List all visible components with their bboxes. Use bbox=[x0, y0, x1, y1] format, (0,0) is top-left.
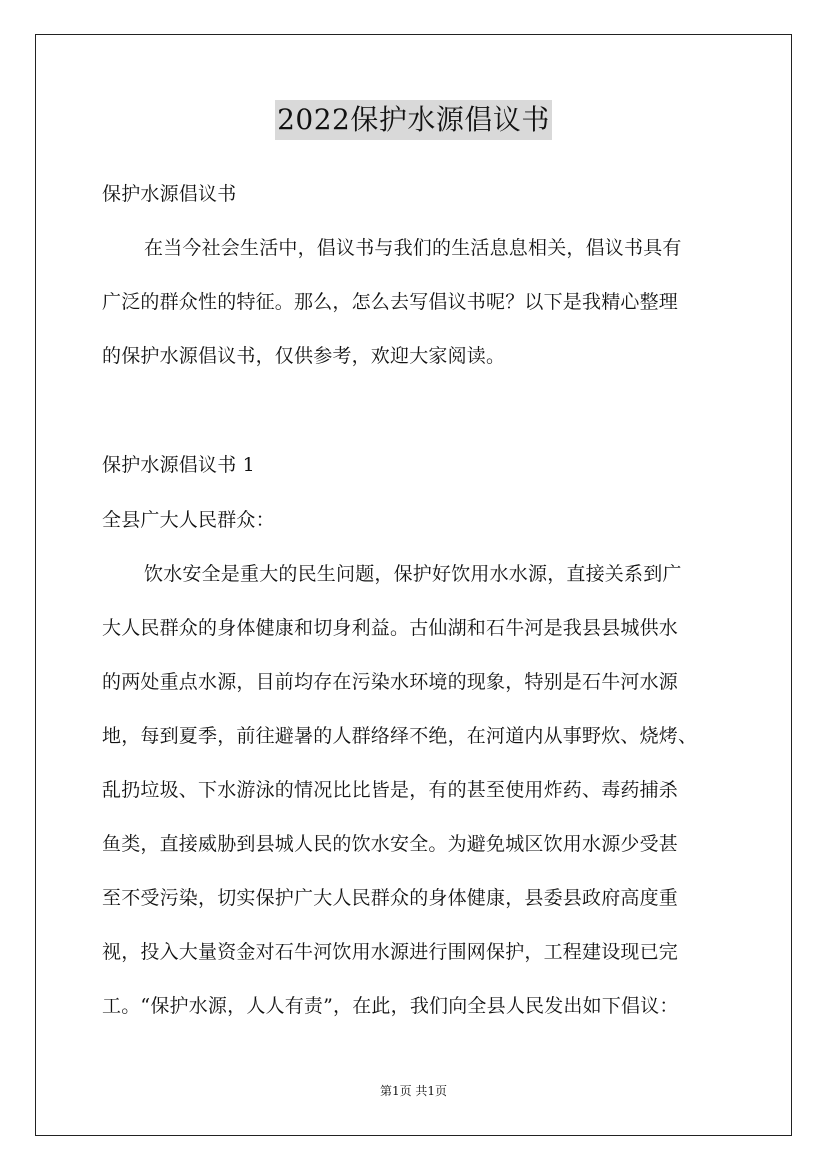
intro-line-3: 的保护水源倡议书，仅供参考，欢迎大家阅读。 bbox=[102, 345, 506, 367]
body-line-2: 大人民群众的身体健康和切身利益。古仙湖和石牛河是我县县城供水 bbox=[102, 617, 679, 639]
section-heading: 保护水源倡议书 1 bbox=[102, 454, 255, 476]
body-line-7: 至不受污染，切实保护广大人民群众的身体健康，县委县政府高度重 bbox=[102, 887, 679, 909]
intro-line-2: 广泛的群众性的特征。那么，怎么去写倡议书呢？以下是我精心整理 bbox=[102, 291, 679, 313]
body-line-5: 乱扔垃圾、下水游泳的情况比比皆是，有的甚至使用炸药、毒药捕杀 bbox=[102, 779, 679, 801]
body-line-6: 鱼类，直接威胁到县城人民的饮水安全。为避免城区饮用水源少受甚 bbox=[102, 833, 679, 855]
document-title: 2022保护水源倡议书 bbox=[275, 100, 552, 140]
intro-line-1: 在当今社会生活中，倡议书与我们的生活息息相关，倡议书具有 bbox=[144, 237, 682, 259]
title-container bbox=[0, 100, 827, 140]
body-line-9: 工。“保护水源，人人有责”，在此，我们向全县人民发出如下倡议： bbox=[102, 995, 679, 1017]
body-line-4: 地，每到夏季，前往避暑的人群络绎不绝，在河道内从事野炊、烧烤、 bbox=[102, 725, 698, 747]
document-subtitle: 保护水源倡议书 bbox=[102, 183, 237, 205]
body-line-1: 饮水安全是重大的民生问题，保护好饮用水水源，直接关系到广 bbox=[144, 563, 682, 585]
salutation: 全县广大人民群众： bbox=[102, 509, 275, 531]
body-line-3: 的两处重点水源，目前均存在污染水环境的现象，特别是石牛河水源 bbox=[102, 671, 679, 693]
body-line-8: 视，投入大量资金对石牛河饮用水源进行围网保护，工程建设现已完 bbox=[102, 941, 679, 963]
page-footer: 第1页 共1页 bbox=[379, 1084, 448, 1098]
